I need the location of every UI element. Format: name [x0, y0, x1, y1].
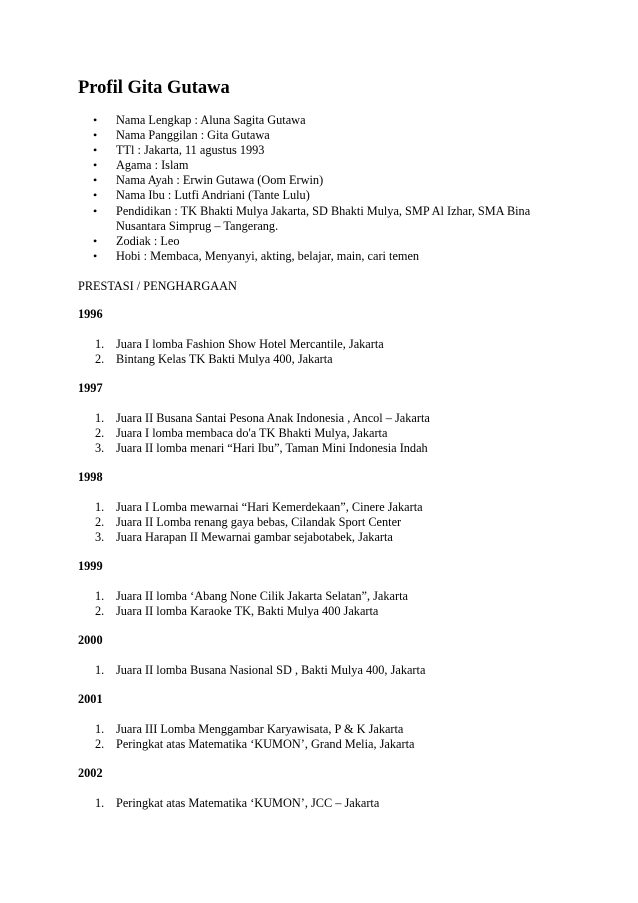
- achievement-list: [78, 411, 598, 456]
- profile-item: • Nama Ibu : Lutfi Andriani (Tante Lulu): [93, 188, 310, 203]
- achievement-list: [78, 663, 598, 678]
- list-item: 1. Juara III Lomba Menggambar Karyawisata, P & K Jakarta: [95, 722, 404, 736]
- year-heading: 1997: [78, 381, 103, 395]
- bullet-icon: •: [93, 203, 98, 218]
- profile-item: • TTl : Jakarta, 11 agustus 1993: [93, 143, 265, 158]
- list-item: 2. Juara II Lomba renang gaya bebas, Cilandak Sport Center: [95, 515, 402, 529]
- list-item: 1. Juara I lomba Fashion Show Hotel Mercantile, Jakarta: [95, 337, 384, 351]
- profile-item: • Nama Panggilan : Gita Gutawa: [93, 128, 270, 143]
- bullet-icon: •: [93, 233, 98, 248]
- achievement-list: [78, 796, 598, 811]
- achievement-list: [78, 500, 598, 545]
- profile-item: • Nama Lengkap : Aluna Sagita Gutawa: [93, 113, 306, 127]
- bullet-icon: •: [93, 113, 98, 127]
- list-item: 3. Juara II lomba menari “Hari Ibu”, Taman Mini Indonesia Indah: [95, 441, 428, 455]
- year-heading: 1996: [78, 307, 103, 321]
- year-heading: 2002: [78, 766, 103, 780]
- year-heading: 2001: [78, 692, 103, 706]
- list-item: 1. Juara I Lomba mewarnai “Hari Kemerdekaan”, Cinere Jakarta: [95, 500, 423, 514]
- list-item: 1. Juara II Busana Santai Pesona Anak Indonesia , Ancol – Jakarta: [95, 411, 430, 425]
- achievement-list: [78, 337, 598, 367]
- year-heading: 1999: [78, 559, 103, 573]
- profile-item: • Nama Ayah : Erwin Gutawa (Oom Erwin): [93, 173, 324, 188]
- achievement-list: [78, 589, 598, 619]
- bullet-icon: •: [93, 173, 98, 188]
- page-title: Profil Gita Gutawa: [78, 78, 230, 98]
- list-item: 2. Bintang Kelas TK Bakti Mulya 400, Jakarta: [95, 352, 333, 366]
- achievement-list: [78, 722, 598, 752]
- profile-item: • Zodiak : Leo: [93, 233, 180, 248]
- bullet-icon: •: [93, 188, 98, 203]
- bullet-icon: •: [93, 143, 98, 158]
- bullet-icon: •: [93, 158, 98, 173]
- profile-item: • Pendidikan : TK Bhakti Mulya Jakarta, SD Bhakti Mulya, SMP Al Izhar, SMA Bina Nusantara Simprug – Tangerang.: [93, 203, 531, 233]
- year-heading: 2000: [78, 633, 103, 647]
- list-item: 3. Juara Harapan II Mewarnai gambar sejabotabek, Jakarta: [95, 530, 393, 544]
- year-heading: 1998: [78, 470, 103, 484]
- profile-item: • Hobi : Membaca, Menyanyi, akting, belajar, main, cari temen: [93, 248, 420, 263]
- bullet-icon: •: [93, 128, 98, 143]
- bullet-icon: •: [93, 248, 98, 263]
- list-item: 2. Peringkat atas Matematika ‘KUMON’, Grand Melia, Jakarta: [95, 737, 415, 751]
- list-item: 2. Juara I lomba membaca do'a TK Bhakti Mulya, Jakarta: [95, 426, 388, 440]
- achievements-heading: PRESTASI / PENGHARGAAN: [78, 279, 237, 293]
- profile-item: • Agama : Islam: [93, 158, 189, 173]
- list-item: 2. Juara II lomba Karaoke TK, Bakti Mulya 400 Jakarta: [95, 604, 379, 618]
- list-item: 1. Juara II lomba Busana Nasional SD , Bakti Mulya 400, Jakarta: [95, 663, 426, 677]
- profile-list: [78, 113, 578, 264]
- list-item: 1. Juara II lomba ‘Abang None Cilik Jakarta Selatan”, Jakarta: [95, 589, 408, 603]
- list-item: 1. Peringkat atas Matematika ‘KUMON’, JCC – Jakarta: [95, 796, 380, 810]
